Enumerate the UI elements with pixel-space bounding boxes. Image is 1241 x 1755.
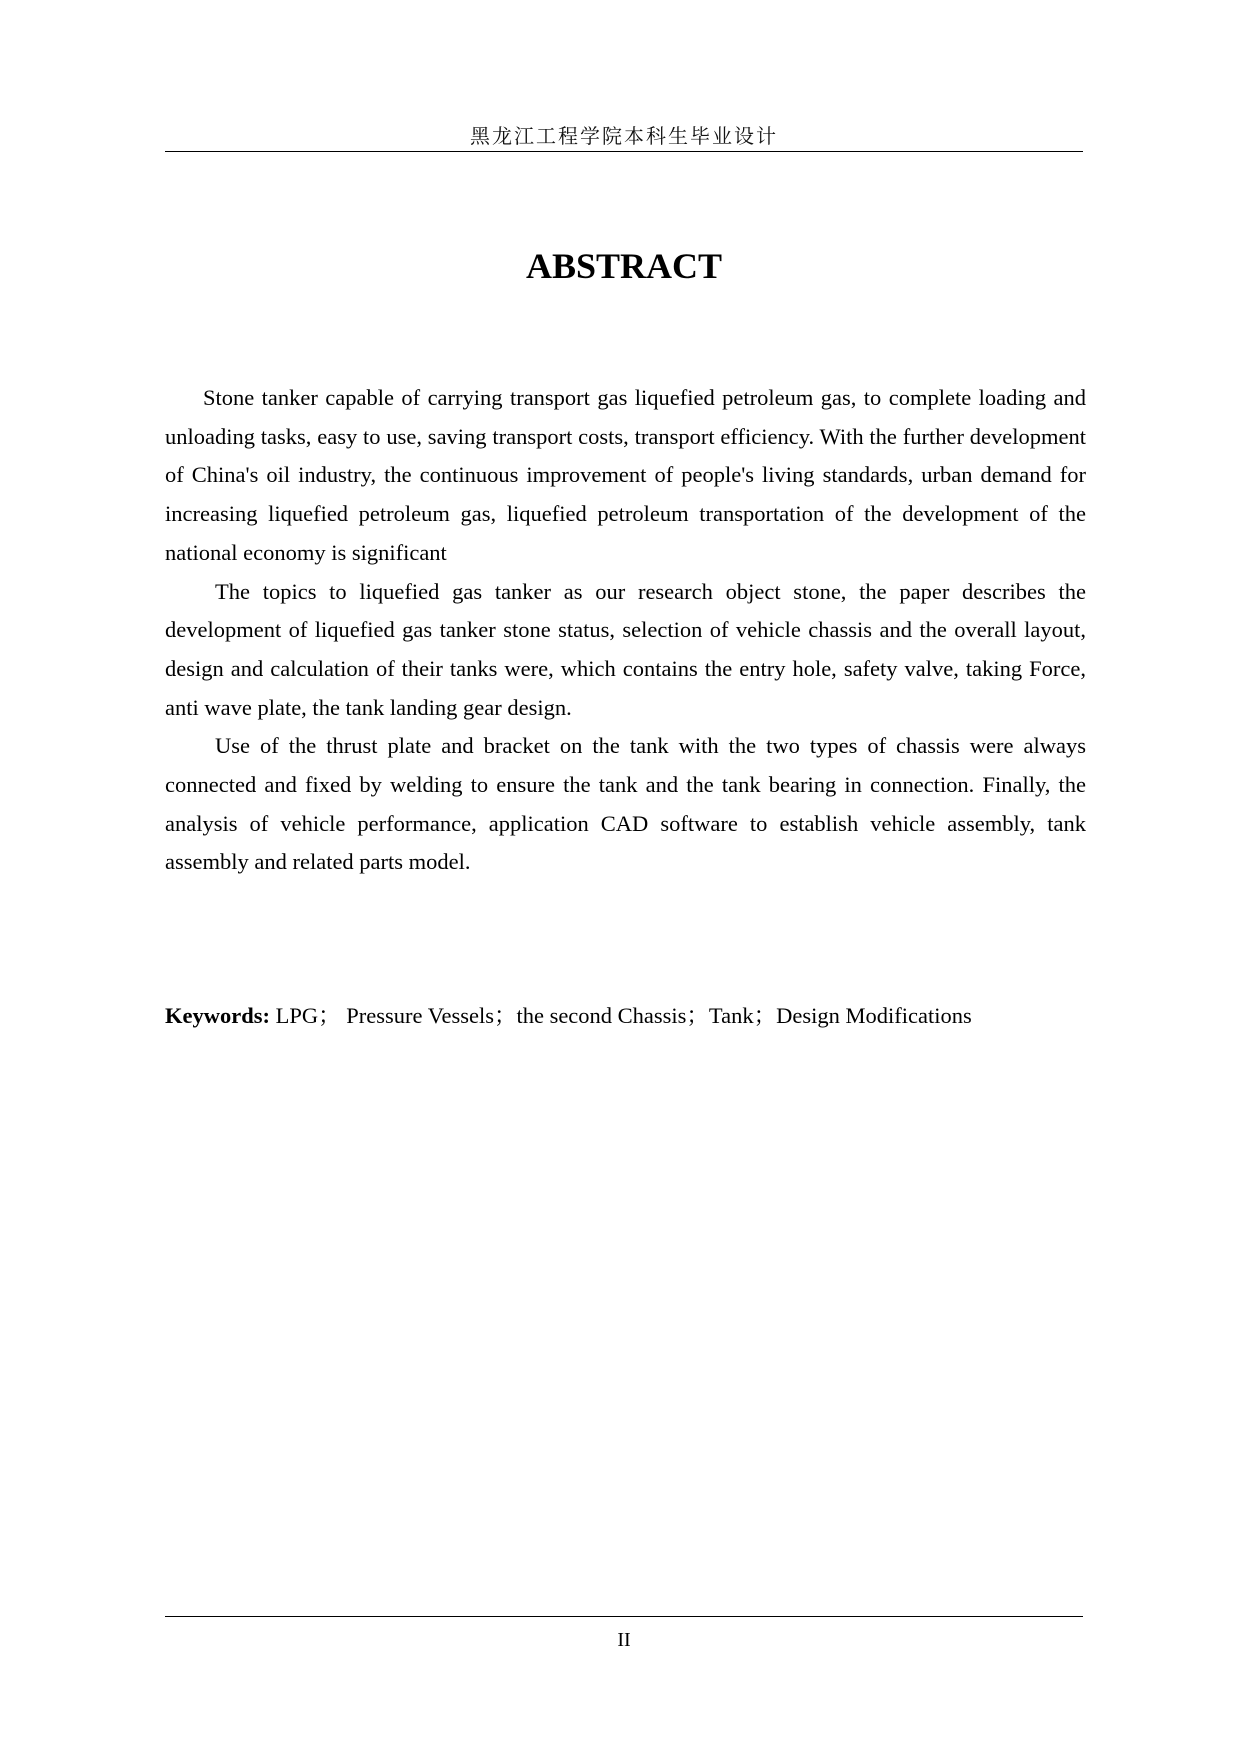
page-number: II [617, 1629, 631, 1651]
header-title: 黑龙江工程学院本科生毕业设计 [470, 124, 778, 148]
keywords-label: Keywords: [165, 1003, 270, 1028]
keywords-text: LPG； Pressure Vessels；the second Chassis；Tank；Design Modifications [270, 1003, 972, 1028]
page-footer [165, 1616, 1083, 1651]
abstract-paragraph-1: Stone tanker capable of carrying transport gas liquefied petroleum gas, to complete loading and unloading tasks, easy to use, saving transport costs, transport efficiency. With the further development of China's oil industry, the continuous improvement of people's living standards, urban demand for increasing liquefied petroleum gas, liquefied petroleum transportation of the development of the national economy is significant [165, 385, 1086, 565]
abstract-title: ABSTRACT [525, 246, 723, 286]
abstract-paragraph-3: Use of the thrust plate and bracket on the tank with the two types of chassis were always connected and fixed by welding to ensure the tank and the tank bearing in connection. Finally, the analysis of vehicle performance, application CAD software to establish vehicle assembly, tank assembly and related parts model. [165, 733, 1086, 875]
keywords-line [165, 998, 1095, 1034]
abstract-paragraph-2: The topics to liquefied gas tanker as our research object stone, the paper describes the development of liquefied gas tanker stone status, selection of vehicle chassis and the overall layout, design and calculation of their tanks were, which contains the entry hole, safety valve, taking Force, anti wave plate, the tank landing gear design. [165, 578, 1086, 720]
abstract-body [165, 379, 1086, 882]
page-header [165, 108, 1083, 152]
